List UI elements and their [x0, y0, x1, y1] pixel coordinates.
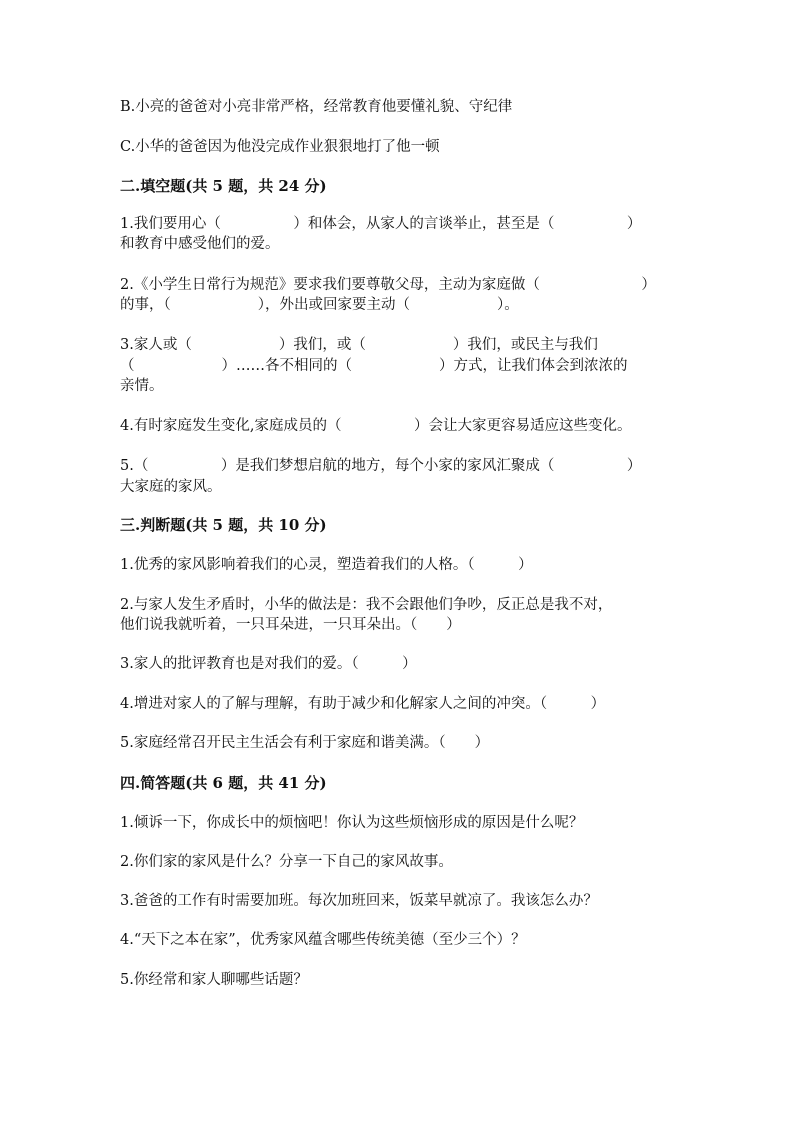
section-short-title: 四.简答题(共 6 题，共 41 分): [120, 774, 327, 792]
fill-q5-line2: 大家庭的家风。: [120, 479, 222, 495]
short-q5: 5.你经常和家人聊哪些话题？: [120, 972, 308, 988]
option-c: C.小华的爸爸因为他没完成作业狠狠地打了他一顿: [120, 139, 440, 155]
short-q3: 3.爸爸的工作有时需要加班。每次加班回来，饭菜早就凉了。我该怎么办？: [120, 893, 598, 909]
section-judge-title: 三.判断题(共 5 题，共 10 分): [120, 516, 327, 534]
fill-q4-line1: 4.有时家庭发生变化,家庭成员的（ ）会让大家更容易适应这些变化。: [120, 418, 632, 434]
fill-q1-line1: 1.我们要用心（ ）和体会，从家人的言谈举止，甚至是（ ）: [120, 216, 642, 232]
fill-q2-line1: 2.《小学生日常行为规范》要求我们要尊敬父母，主动为家庭做（ ）: [120, 277, 656, 293]
judge-q2-line1: 2.与家人发生矛盾时，小华的做法是：我不会跟他们争吵，反正总是我不对，: [120, 597, 613, 613]
short-q1: 1.倾诉一下，你成长中的烦恼吧！你认为这些烦恼形成的原因是什么呢？: [120, 815, 584, 831]
judge-q4: 4.增进对家人的了解与理解，有助于减少和化解家人之间的冲突。（ ）: [120, 696, 606, 712]
judge-q2-line2: 他们说我就听着，一只耳朵进，一只耳朵出。（ ）: [120, 617, 461, 633]
fill-q3-line2: （ ）……各不相同的（ ）方式，让我们体会到浓浓的: [120, 358, 628, 374]
fill-q2-line2: 的事，（ ），外出或回家要主动（ ）。: [120, 297, 519, 313]
judge-q5: 5.家庭经常召开民主生活会有利于家庭和谐美满。（ ）: [120, 735, 490, 751]
fill-q1-line2: 和教育中感受他们的爱。: [120, 236, 280, 252]
fill-q3-line3: 亲情。: [120, 378, 164, 394]
short-q4: 4.“天下之本在家”，优秀家风蕴含哪些传统美德（至少三个）？: [120, 932, 526, 948]
fill-q5-line1: 5.（ ）是我们梦想启航的地方，每个小家的家风汇聚成（ ）: [120, 458, 642, 474]
section-fill-title: 二.填空题(共 5 题，共 24 分): [120, 177, 327, 195]
option-b: B.小亮的爸爸对小亮非常严格，经常教育他要懂礼貌、守纪律: [120, 99, 513, 115]
short-q2: 2.你们家的家风是什么？分享一下自己的家风故事。: [120, 854, 453, 870]
fill-q3-line1: 3.家人或（ ）我们，或（ ）我们，或民主与我们: [120, 337, 598, 353]
judge-q3: 3.家人的批评教育也是对我们的爱。（ ）: [120, 656, 417, 672]
judge-q1: 1.优秀的家风影响着我们的心灵，塑造着我们的人格。（ ）: [120, 557, 533, 573]
